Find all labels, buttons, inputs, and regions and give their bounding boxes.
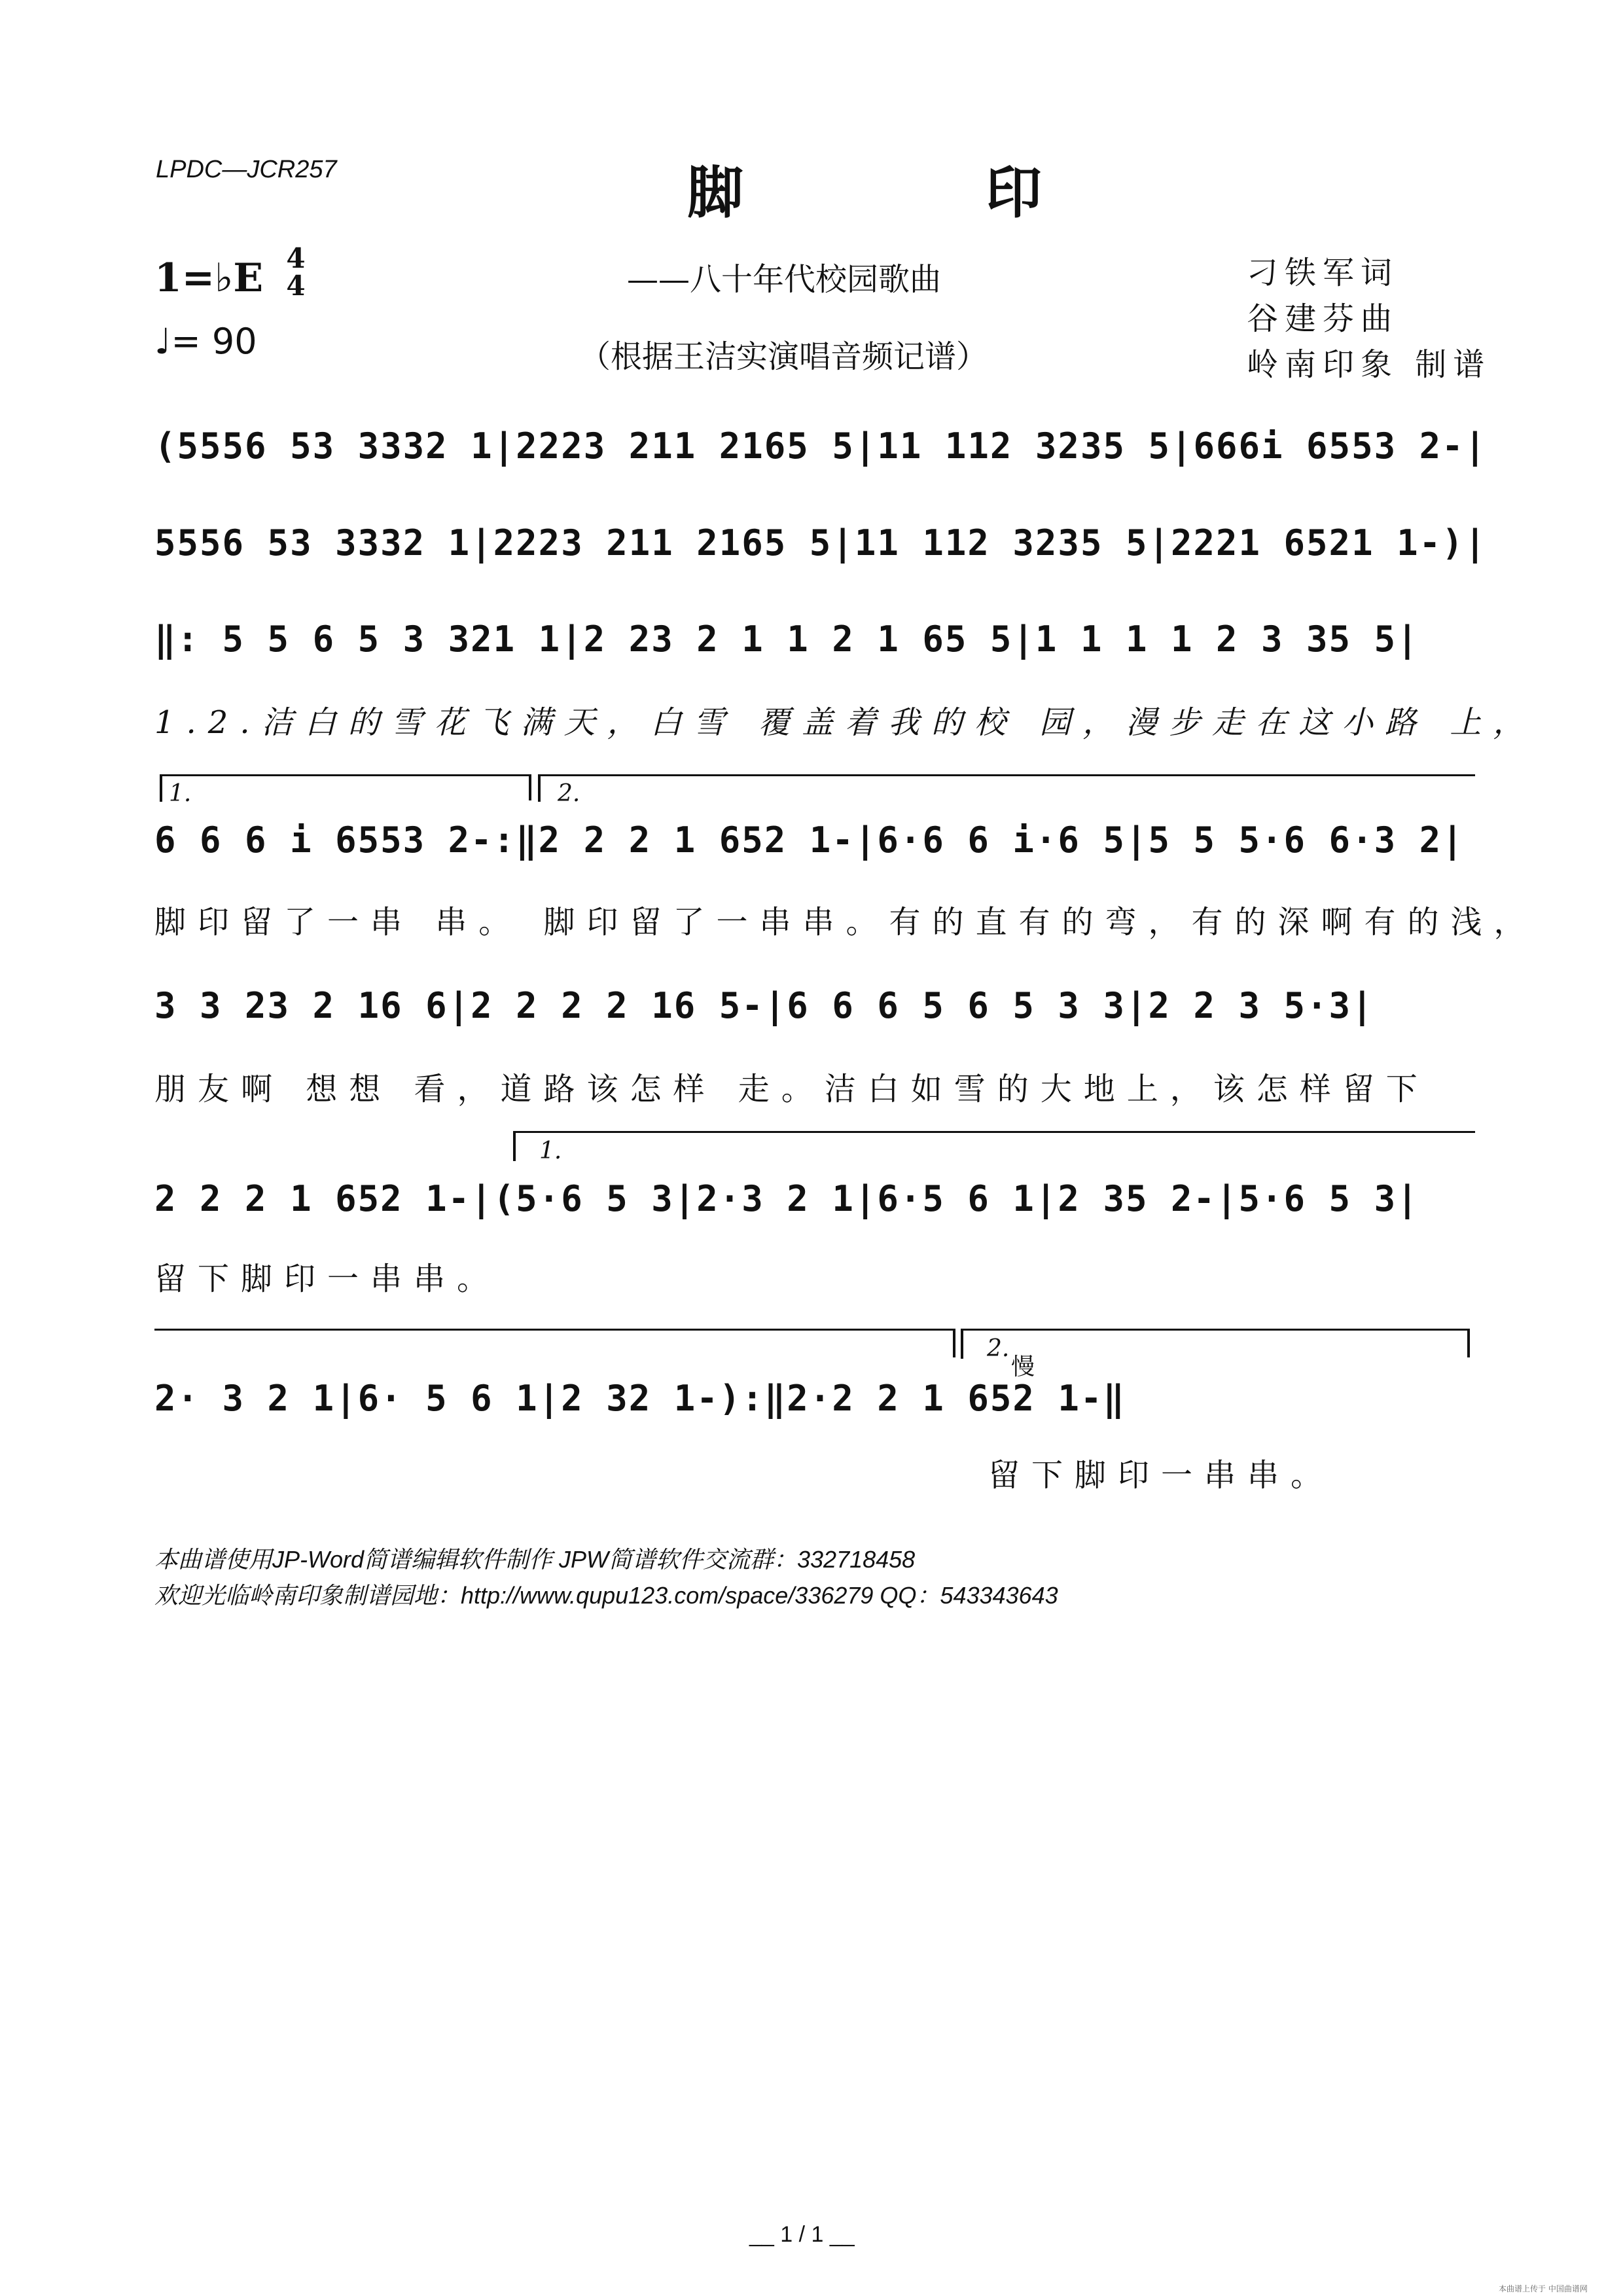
site-watermark: 本曲谱上传于 中国曲谱网: [1499, 2284, 1588, 2293]
notation-line-3: ‖: 5 5 6 5 3 321 1|2 23 2 1 1 2 1 65 5|1 1 1 1 2 3 35 5|: [154, 619, 1419, 660]
song-title: 脚 印: [687, 160, 1153, 226]
lyrics-line-4: 脚印留了一串 串。 脚印留了一串串。有的直有的弯，有的深啊有的浅，: [154, 904, 1537, 941]
volta-2-label: 2.: [558, 780, 580, 807]
document-code: LPDC—JCR257: [156, 156, 337, 183]
footer-website-note: 欢迎光临岭南印象制谱园地：http://www.qupu123.com/space/336279 QQ：543343643: [154, 1582, 1058, 1609]
notation-line-4: 6 6 6 i 6553 2-:‖2 2 2 1 652 1-|6·6 6 i·6 5|5 5 5·6 6·3 2|: [154, 819, 1465, 861]
volta-1-bracket-start: [160, 776, 162, 802]
notation-line-5: 3 3 23 2 16 6|2 2 2 2 16 5-|6 6 6 5 6 5 3 3|2 2 3 5·3|: [154, 985, 1374, 1026]
notation-line-1: (5556 53 3332 1|2223 211 2165 5|11 112 3235 5|666i 6553 2-|: [154, 425, 1488, 467]
volta-1b-bracket-start: [513, 1132, 516, 1161]
volta-2-bracket-start: [538, 776, 541, 802]
tempo-marking: ♩= 90: [154, 321, 257, 362]
lyrics-line-3: 1.2.洁白的雪花飞满天，白雪 覆盖着我的校 园，漫步走在这小路 上，: [154, 704, 1537, 741]
lyricist-credit: 刁铁军词: [1247, 255, 1399, 291]
volta-1b-continuation-line: [154, 1329, 953, 1331]
time-signature-bottom: 4: [286, 270, 306, 302]
volta-1b-bracket-line: [513, 1131, 1475, 1133]
footer-software-note: 本曲谱使用JP-Word简谱编辑软件制作 JPW简谱软件交流群：332718458: [154, 1546, 916, 1573]
key-signature: 1=♭E: [154, 255, 264, 301]
lyrics-line-7: 留下脚印一串串。: [988, 1457, 1334, 1494]
lyrics-line-6: 留下脚印一串串。: [154, 1261, 501, 1297]
volta-1-bracket-end: [529, 774, 531, 800]
song-subtitle: ——八十年代校园歌曲: [627, 261, 942, 298]
volta-1b-bracket-end: [953, 1329, 955, 1357]
arranger-credit: 岭南印象 制谱: [1247, 346, 1491, 383]
notation-line-7: 2· 3 2 1|6· 5 6 1|2 32 1-):‖2·2 2 1 652 1-‖: [154, 1378, 1126, 1419]
volta-1-label: 1.: [169, 780, 192, 807]
page-number: __ 1 / 1 __: [749, 2222, 855, 2247]
volta-2b-bracket-end: [1467, 1329, 1470, 1357]
time-signature: [283, 242, 309, 302]
volta-1b-label: 1.: [539, 1138, 562, 1164]
notation-line-6: 2 2 2 1 652 1-|(5·6 5 3|2·3 2 1|6·5 6 1|2 35 2-|5·6 5 3|: [154, 1178, 1419, 1219]
volta-2b-bracket-line: [961, 1329, 1469, 1331]
volta-2b-label: 2.: [987, 1335, 1010, 1362]
tempo-slow-mark: 慢: [1011, 1354, 1035, 1380]
volta-1-bracket-line: [160, 774, 530, 776]
lyrics-line-5: 朋友啊 想想 看，道路该怎样 走。洁白如雪的大地上，该怎样留下: [154, 1071, 1429, 1107]
composer-credit: 谷建芬曲: [1247, 300, 1399, 337]
volta-2b-bracket-start: [961, 1330, 963, 1359]
volta-2-bracket-line: [538, 774, 1475, 776]
notation-line-2: 5556 53 3332 1|2223 211 2165 5|11 112 3235 5|2221 6521 1-)|: [154, 522, 1488, 564]
time-signature-top: 4: [286, 242, 306, 274]
source-note: （根据王洁实演唱音频记谱）: [579, 338, 988, 375]
